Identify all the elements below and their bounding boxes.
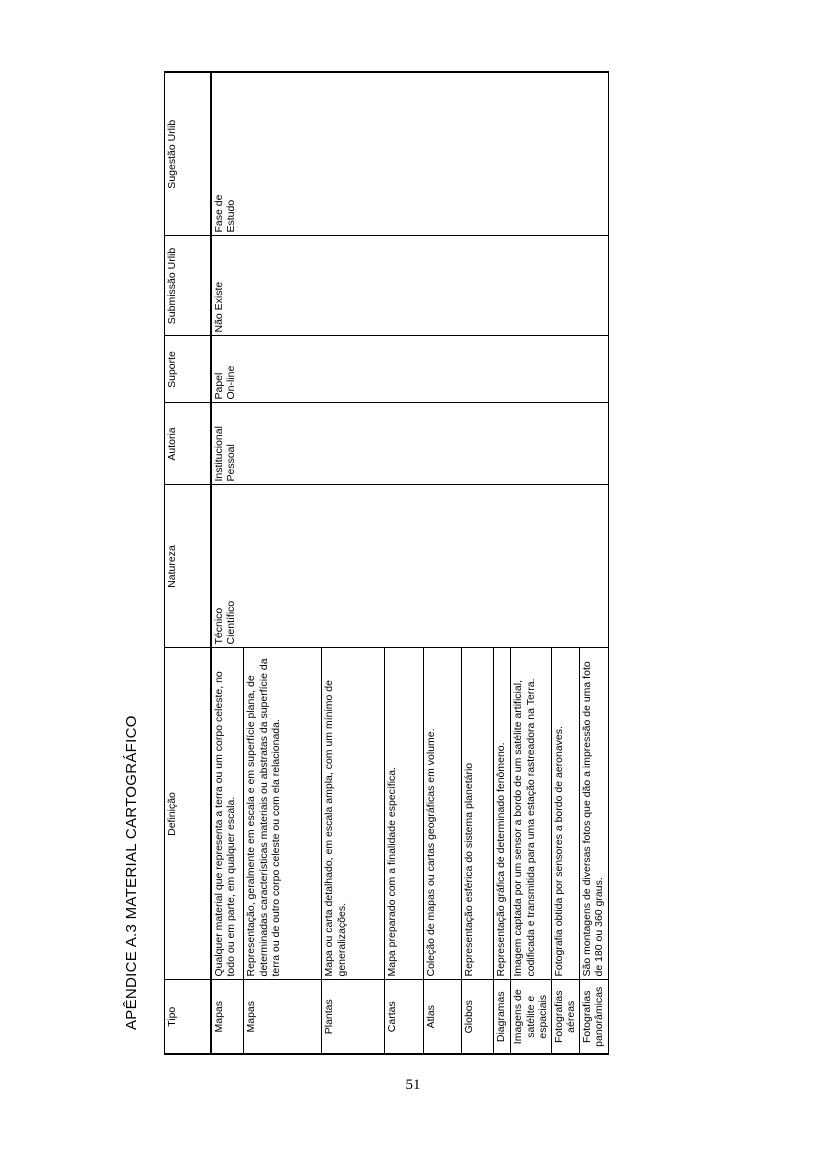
header-autoria: Autoria [165, 403, 211, 485]
cell-tipo: Mapas [211, 980, 244, 1054]
cartographic-material-table [164, 71, 609, 1055]
rotated-table-container [164, 73, 605, 1055]
heading-wrap [116, 700, 148, 1030]
cell-sugestao: Fase de Estudo [211, 72, 609, 236]
cell-tipo: Atlas [424, 980, 462, 1054]
cell-tipo: Imagens de satélite e espaciais [511, 980, 552, 1054]
cell-autoria: Institucional Pessoal [211, 403, 609, 485]
cell-definicao: Mapa preparado com a finalidade específica. [385, 648, 424, 980]
header-submissao: Submissão Urlib [165, 236, 211, 336]
cell-definicao: Mapa ou carta detalhado, em escala ampla, com um mínimo de generalizações. [322, 648, 385, 980]
cell-tipo: Fotografias panorâmicas [579, 980, 608, 1054]
cell-tipo: Plantas [322, 980, 385, 1054]
header-tipo: Tipo [165, 980, 211, 1054]
cell-definicao: Representação esférica do sistema planetário [462, 648, 494, 980]
header-definicao: Definição [165, 648, 211, 980]
cell-tipo: Mapas [244, 980, 322, 1054]
table-header-row [165, 72, 211, 1054]
cell-definicao: Representação, geralmente em escala e em superfície plana, de determinadas características materiais ou abstratas da superfície da terra ou de outro corpo celeste ou com ela relacionada. [244, 648, 322, 980]
page-number: 51 [405, 1077, 421, 1093]
appendix-heading: APÊNDICE A.3 MATERIAL CARTOGRÁFICO [123, 715, 140, 1030]
cell-definicao: Qualquer material que representa a terra ou um corpo celeste, no todo ou em parte, em qualquer escala. [211, 648, 244, 980]
header-natureza: Natureza [165, 485, 211, 648]
cell-tipo: Globos [462, 980, 494, 1054]
cell-definicao: São montagens de diversas fotos que dão a impressão de uma foto de 180 ou 360 graus. [579, 648, 608, 980]
cell-submissao: Não Existe [211, 236, 609, 336]
cell-tipo: Fotografias aéreas [551, 980, 579, 1054]
cell-definicao: Representação gráfica de determinado fenômeno. [494, 648, 511, 980]
cell-definicao: Coleção de mapas ou cartas geográficas em volume. [424, 648, 462, 980]
cell-tipo: Cartas [385, 980, 424, 1054]
cell-definicao: Imagem captada por um sensor a bordo de um satélite artificial, codificada e transmitida para uma estação rastreadora na Terra. [511, 648, 552, 980]
header-sugestao: Sugestão Urlib [165, 72, 211, 236]
cell-tipo: Diagramas [494, 980, 511, 1054]
table-rotation-wrapper [164, 73, 605, 1055]
cell-suporte: Papel On-line [211, 336, 609, 403]
header-suporte: Suporte [165, 336, 211, 403]
table-row [211, 72, 244, 1054]
cell-natureza: Técnico Científico [211, 485, 609, 648]
cell-definicao: Fotografia obtida por sensores a bordo de aeronaves. [551, 648, 579, 980]
